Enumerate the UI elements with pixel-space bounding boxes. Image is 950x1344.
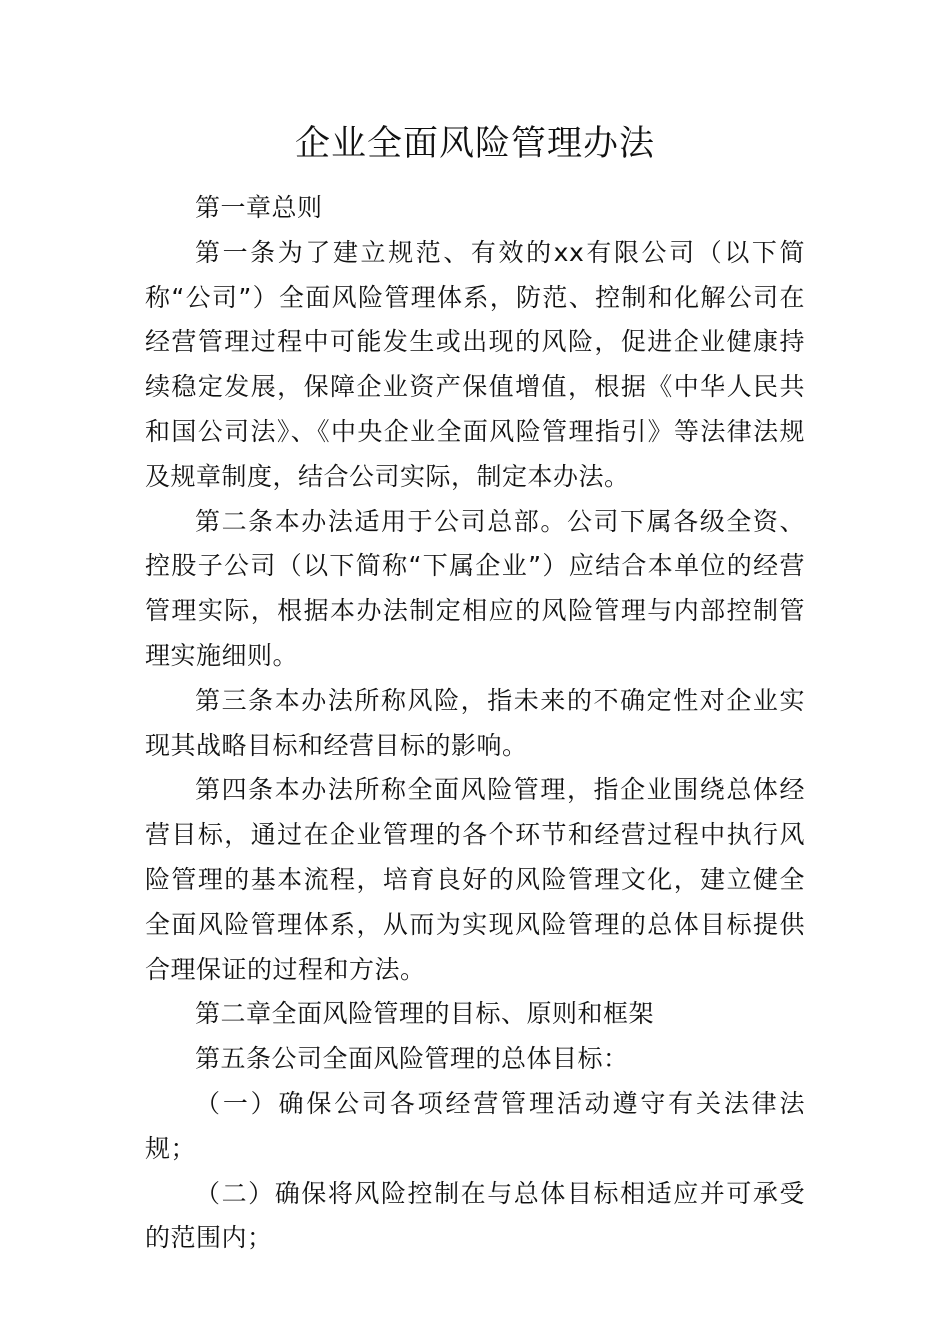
chapter-heading-objectives: 第二章全面风险管理的目标、原则和框架 <box>195 999 655 1029</box>
document-body <box>145 186 805 1261</box>
objective-item-1: （一）确保公司各项经营管理活动遵守有关法律法规； <box>145 1088 805 1163</box>
article-2-paragraph: 第二条本办法适用于公司总部。公司下属各级全资、控股子公司（以下简称“下属企业”）应结合本单位的经营管理实际，根据本办法制定相应的风险管理与内部控制管理实施细则。 <box>145 506 805 670</box>
document-title: 企业全面风险管理办法 <box>294 124 655 164</box>
article-4-paragraph: 第四条本办法所称全面风险管理，指企业围绕总体经营目标，通过在企业管理的各个环节和经营过程中执行风险管理的基本流程，培育良好的风险管理文化，建立健全全面风险管理体系，从而为实现风险管理的总体目标提供合理保证的过程和方法。 <box>145 775 805 984</box>
objective-item-2: （二）确保将风险控制在与总体目标相适应并可承受的范围内； <box>145 1178 805 1253</box>
article-3-paragraph: 第三条本办法所称风险，指未来的不确定性对企业实现其战略目标和经营目标的影响。 <box>145 685 805 760</box>
chapter-heading-general: 第一章总则 <box>195 193 323 222</box>
article-5-paragraph: 第五条公司全面风险管理的总体目标： <box>195 1044 629 1074</box>
article-1-paragraph: 第一条为了建立规范、有效的xx有限公司（以下简称“公司”）全面风险管理体系，防范、控制和化解公司在经营管理过程中可能发生或出现的风险，促进企业健康持续稳定发展，保障企业资产保值增值，根据《中华人民共和国公司法》、《中央企业全面风险管理指引》等法律法规及规章制度，结合公司实际，制定本办法。 <box>145 237 805 491</box>
